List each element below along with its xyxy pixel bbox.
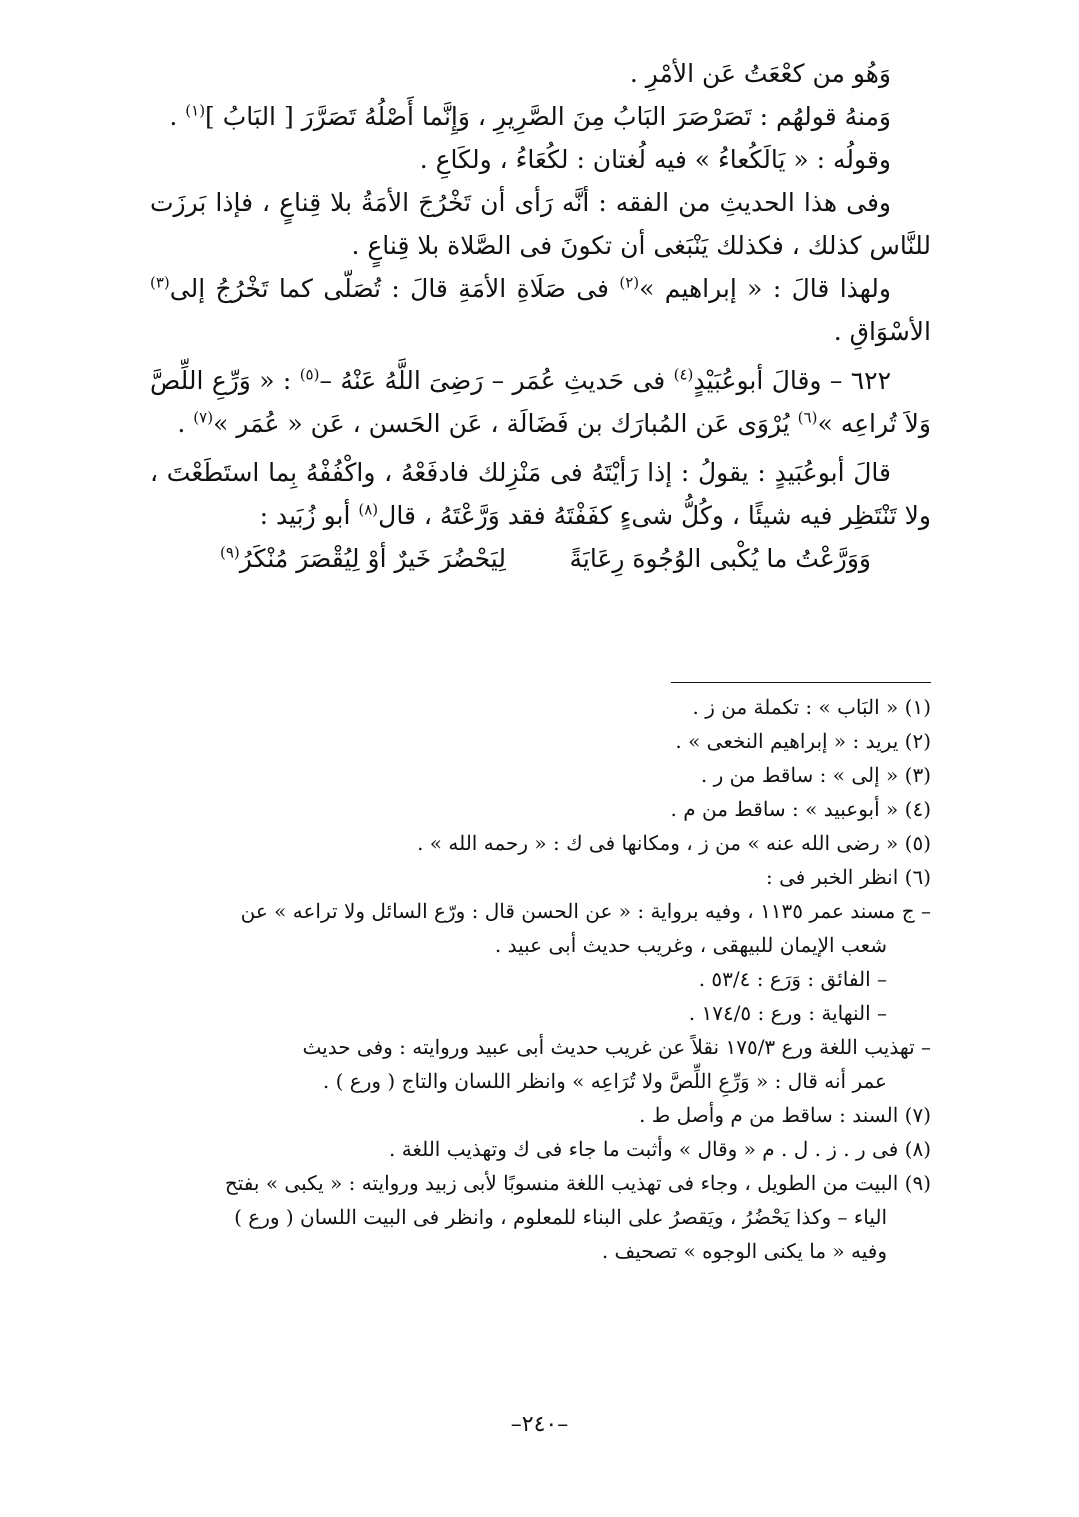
text-span: . <box>177 409 186 438</box>
footnote: (٢) يريد : « إبراهيم النخعى » . <box>675 729 931 753</box>
footnote-continuation: شعب الإيمان للبيهقى ، وغريب حديث أبى عبيد . <box>494 933 887 957</box>
text-line: وَمنهُ قولهُم : تَصَرْصَرَ البَابُ مِنَ الصَّرِيرِ ، وَإِنَّما أَصْلُهُ تَصَرَّرَ [ البَابُ ]$^{(١)}$ . <box>169 101 891 131</box>
verse-second-hemistich <box>220 537 506 580</box>
footnote-sub-item: – تهذيب اللغة ورع ١٧٥/٣ نقلاً عن غريب حديث أبى عبيد وروايته : وفى حديث <box>302 1035 931 1059</box>
text-span: ولهذا قالَ : « إبراهيم » <box>639 274 891 303</box>
footnote-ref[interactable]: (٩) <box>220 543 240 562</box>
text-paragraph <box>150 267 931 353</box>
footnote-divider <box>671 682 931 683</box>
footnote-ref[interactable]: (١) <box>185 101 206 120</box>
text-span: : « وَرِّعِ اللِّصَّ وَلاَ تُراعِه » <box>150 366 931 438</box>
text-line: وقولُه : « يَالَكُعاءُ » فيه لُغتان : لكُعَاءُ ، ولكَاعِ . <box>419 145 891 174</box>
footnote-ref[interactable]: (٥) <box>299 365 320 384</box>
footnote: (٨) فى ر . ز . ل . م « وقال » وأثبت ما جاء فى ك وتهذيب اللغة . <box>389 1137 931 1161</box>
footnotes <box>150 690 931 1268</box>
footnote: (١) « البَاب » : تكملة من ز . <box>692 695 931 719</box>
footnote-sub-item: – ج مسند عمر ١١٣٥ ، وفيه برواية : « عن الحسن قال : ورّع السائل ولا تراعه » عن <box>240 899 931 923</box>
footnote-ref[interactable]: (٨) <box>358 500 379 519</box>
footnote-continuation: وفيه « ما يكنى الوجوه » تصحيف . <box>601 1239 887 1263</box>
footnote-sub-item: – الفائق : وَرَع : ٥٣/٤ . <box>698 967 887 991</box>
footnote: (٩) البيت من الطويل ، وجاء فى تهذيب اللغة منسوبًا لأبى زبيد وروايته : « يكبى » بفتح <box>224 1171 931 1195</box>
text-span: لِيَحْضُرَ خَيرٌ أوْ لِيُقْصَرَ مُنْكَرُ <box>239 544 506 573</box>
footnote-ref[interactable]: (٢) <box>619 273 640 292</box>
footnote-continuation: عمر أنه قال : « وَرِّعِ اللِّصَّ ولا تُرَاعِه » وانظر اللسان والتاج ( ورع ) . <box>322 1069 887 1093</box>
text-span: فى حَديثِ عُمَر – رَضِىَ اللَّهُ عَنْهُ – <box>319 366 666 395</box>
text-paragraph: وفى هذا الحديثِ من الفقه : أنَّه رَأى أن تَخْرُجَ الأمَةُ بلا قِناعٍ ، فإذا بَرزَت للنَّاس كذلك ، فكذلك يَنْبَغى أن تكونَ فى الصَّلاة بلا قِناعٍ . <box>150 188 931 260</box>
footnote-ref[interactable]: (٣) <box>150 273 170 292</box>
text-span: يُرْوَى عَن المُبارَك بن فَضَالَة ، عَن الحَسن ، عَن « عُمَر » <box>213 409 790 438</box>
footnote: (٦) انظر الخبر فى : <box>766 865 931 889</box>
text-span: ٦٢٢ – وقالَ أبوعُبَيْدٍ <box>693 366 892 395</box>
text-span: الأسْوَاقِ . <box>833 317 931 346</box>
text-paragraph <box>150 359 931 445</box>
footnote-continuation: الياء – وكذا يَحْضُرُ ، ويَقصرُ على البناء للمعلوم ، وانظر فى البيت اللسان ( ورع ) <box>234 1205 887 1229</box>
footnote: (٧) السند : ساقط من م وأصل ط . <box>639 1103 931 1127</box>
footnote: (٣) « إلى » : ساقط من ر . <box>700 763 931 787</box>
footnote-ref[interactable]: (٦) <box>797 408 818 427</box>
verse-first-hemistich: وَوَرَّعْتُ ما يُكْبى الوُجُوهَ رِعَايَةً <box>569 544 871 573</box>
text-span: فى صَلَاةِ الأمَةِ قالَ : تُصَلّى كما تَخْرُجُ إلى <box>169 274 609 303</box>
text-span: أبو زُبَيد : <box>259 501 351 530</box>
poetry-verse <box>220 537 871 580</box>
footnote: (٥) « رضى الله عنه » من ز ، ومكانها فى ك : « رحمه الله » . <box>417 831 931 855</box>
footnote-ref[interactable]: (٧) <box>193 408 214 427</box>
main-text <box>150 52 931 580</box>
page-number: –٢٤٠– <box>510 1412 569 1437</box>
text-line: وَهُو من كعْعَتُ عَن الأمْرِ . <box>629 59 891 88</box>
footnote: (٤) « أبوعبيد » : ساقط من م . <box>670 797 931 821</box>
footnote-ref[interactable]: (٤) <box>673 365 694 384</box>
text-span: وَمنهُ قولهُم : تَصَرْصَرَ البَابُ مِنَ الصَّرِيرِ ، وَإِنَّما أَصْلُهُ تَصَرَّرَ [ البَابُ ] <box>205 102 891 131</box>
footnote-sub-item: – النهاية : ورع : ١٧٤/٥ . <box>688 1001 887 1025</box>
text-span: قالَ أبوعُبَيدٍ : يقولُ : إذا رَأيْتَهُ فى مَنْزِلك فادفَعْهُ ، واكْفُفْهُ بِما استَطَعْتَ ، ولا تَنْتَظِر فيه شيئًا ، وكُلُّ شىءٍ كفَفْتَهُ فقد وَرَّعْتَهُ ، قال <box>150 458 931 530</box>
text-paragraph <box>150 451 931 537</box>
